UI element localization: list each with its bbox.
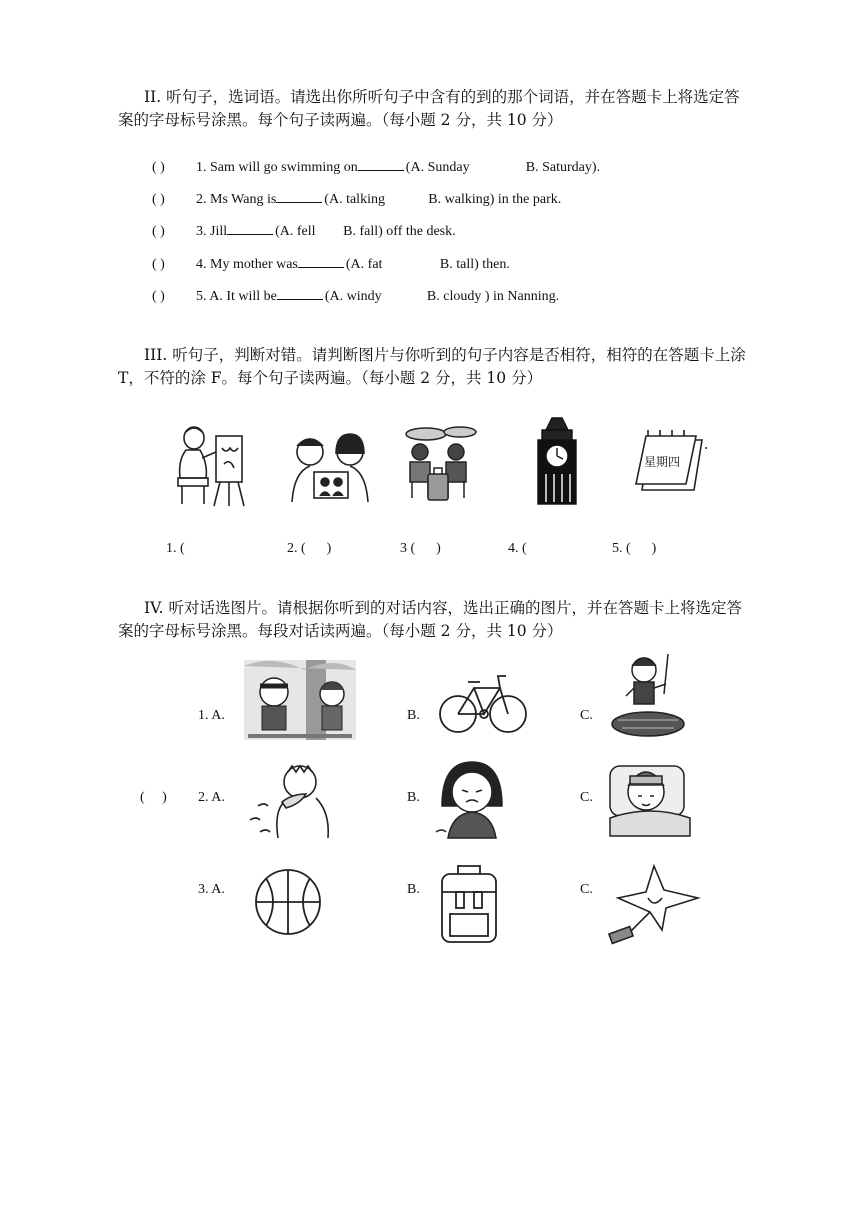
question-text: 2. Ms Wang is <box>196 192 277 207</box>
option-c-label: C. <box>580 708 593 723</box>
option-b-label: B. <box>407 790 420 805</box>
basketball-picture <box>254 868 322 936</box>
option-b: B. Saturday). <box>525 160 601 175</box>
blank-line <box>358 158 404 171</box>
question-4-2: 2. A. <box>198 790 225 805</box>
option-b-label: B. <box>407 882 420 897</box>
clock-tower-picture <box>534 418 580 504</box>
kite-picture <box>604 864 700 944</box>
question-4-3: 3. A. <box>198 882 225 897</box>
calendar-text: 星期四 <box>644 455 681 469</box>
answer-paren[interactable]: ( ) <box>152 289 165 304</box>
option-a: (A. talking <box>324 192 385 207</box>
section-3-heading: III. 听句子，判断对错。请判断图片与你听到的句子内容是否相符，相符的在答题卡上涂 T，不符的涂 F。每个句子读两遍。（每小题 2 分，共 10 分） <box>118 346 746 387</box>
question-text: 5. A. It will be <box>196 289 277 304</box>
option-b: B. tall) then. <box>439 257 510 272</box>
option-a: (A. Sunday <box>405 160 470 175</box>
question-2-2 <box>152 190 561 208</box>
option-c-label: C. <box>580 882 593 897</box>
question-4-1: 1. A. <box>198 708 225 723</box>
answer-3-4[interactable]: 4. ( <box>508 541 527 556</box>
option-b: B. cloudy ) in Nanning. <box>426 289 560 304</box>
answer-3-5[interactable]: 5. ( ) <box>612 541 657 556</box>
blank-line <box>277 287 323 300</box>
option-c-label: C. <box>580 790 593 805</box>
boy-fishing-picture <box>608 654 690 742</box>
option-a: (A. fell <box>275 224 316 239</box>
section-4-heading: IV. 听对话选图片。请根据你听到的对话内容，选出正确的图片，并在答题卡上将选定答案的字母标号涂黑。每段对话读两遍。（每小题 2 分，共 10 分） <box>118 599 742 640</box>
calendar-picture <box>630 428 708 498</box>
girl-in-bed-picture <box>606 756 692 838</box>
question-2-4 <box>152 255 510 273</box>
answer-paren[interactable]: ( ) <box>152 192 165 207</box>
section-2-heading: II. 听句子，选词语。请选出你所听句子中含有的到的那个词语，并在答题卡上将选定答案的字母标号涂黑。每个句子读两遍。（每小题 2 分，共 10 分） <box>118 88 740 129</box>
family-photo-picture <box>288 432 374 504</box>
answer-4-2-paren[interactable]: ( ) <box>140 790 167 805</box>
bicycle-picture <box>438 668 528 736</box>
boy-coughing-picture <box>244 758 338 840</box>
answer-paren[interactable]: ( ) <box>152 224 165 239</box>
answer-3-3[interactable]: 3 ( ) <box>400 541 441 556</box>
answer-3-1[interactable]: 1. ( <box>166 541 185 556</box>
kids-under-tree-picture <box>244 660 356 740</box>
option-b-label: B. <box>407 708 420 723</box>
girl-sick-picture <box>434 760 510 838</box>
question-2-1 <box>152 158 600 176</box>
schoolbag-picture <box>438 862 500 944</box>
blank-line <box>227 222 273 235</box>
option-b: B. fall) off the desk. <box>343 224 456 239</box>
question-2-5 <box>152 287 559 305</box>
question-text: 3. Jill <box>196 224 228 239</box>
travel-suitcase-picture <box>398 424 484 504</box>
answer-3-2[interactable]: 2. ( ) <box>287 541 332 556</box>
question-text: 1. Sam will go swimming on <box>196 160 358 175</box>
blank-line <box>276 190 322 203</box>
option-a: (A. windy <box>324 289 382 304</box>
option-a: (A. fat <box>345 257 383 272</box>
question-2-3 <box>152 222 456 240</box>
option-b: B. walking) in the park. <box>428 192 562 207</box>
answer-paren[interactable]: ( ) <box>152 160 165 175</box>
painting-picture <box>172 424 250 508</box>
question-text: 4. My mother was <box>196 257 298 272</box>
blank-line <box>298 255 344 268</box>
answer-paren[interactable]: ( ) <box>152 257 165 272</box>
